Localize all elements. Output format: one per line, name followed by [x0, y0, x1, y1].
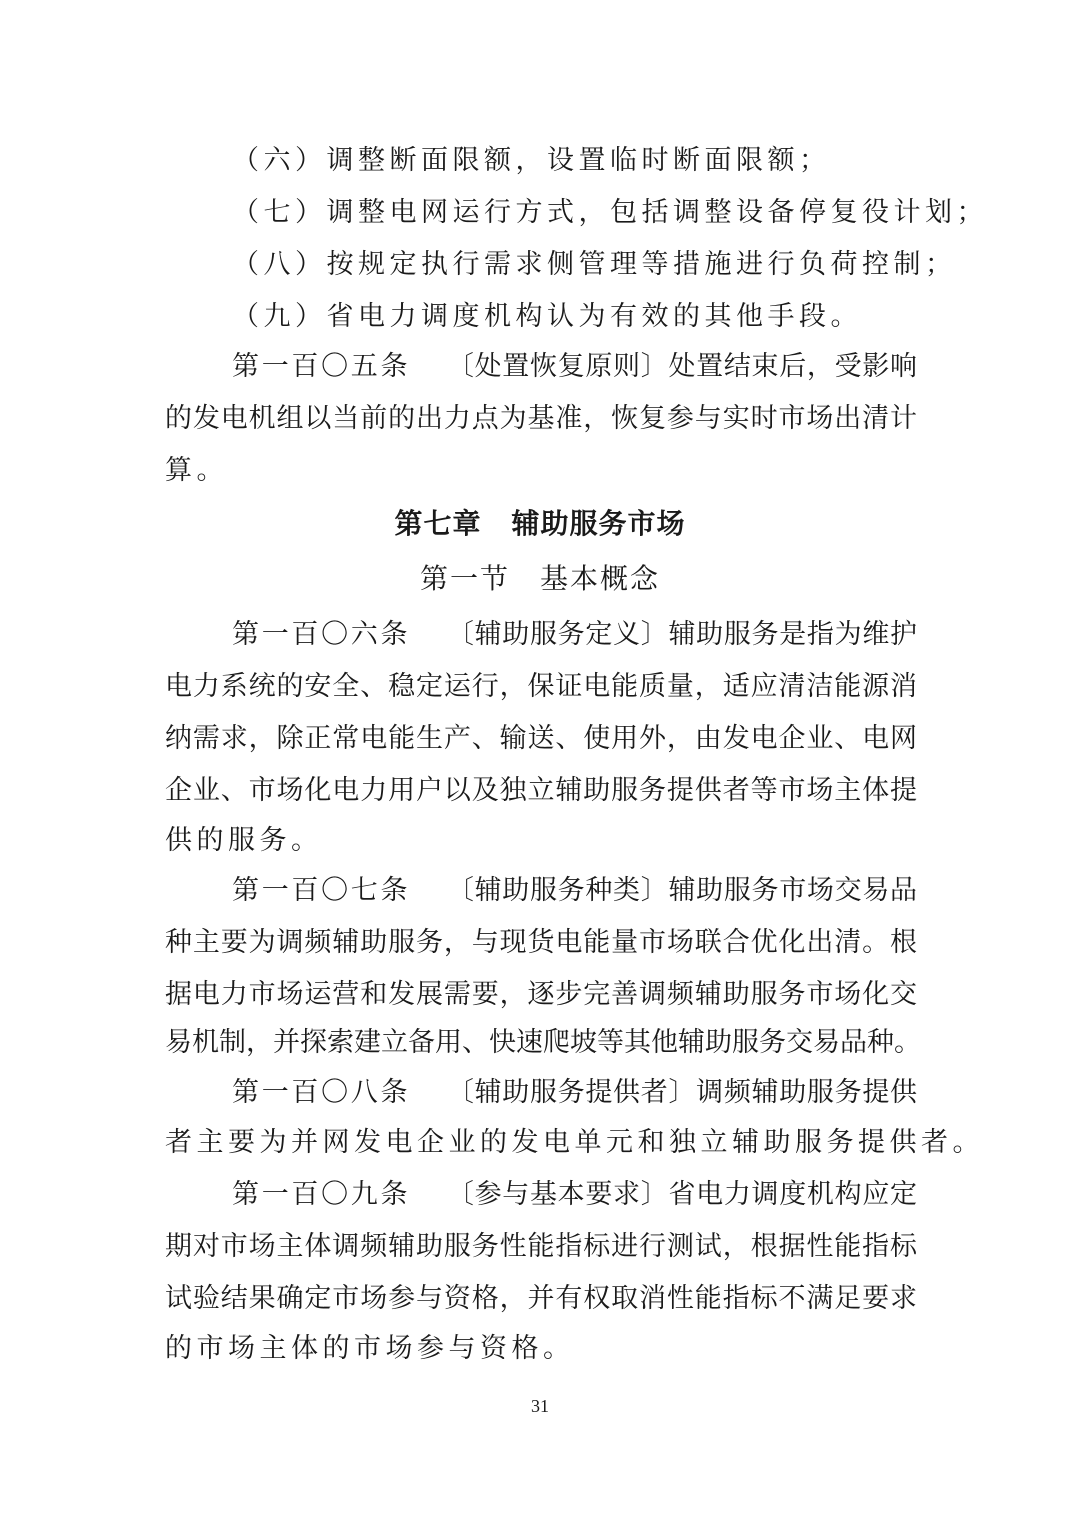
article-107-line: 易机制，并探索建立备用、快速爬坡等其他辅助服务交易品种。 — [165, 1027, 921, 1058]
list-item: （八）按规定执行需求侧管理等措施进行负荷控制； — [232, 249, 957, 280]
article-105-line: 算。 — [165, 455, 228, 486]
article-107-line: 种主要为调频辅助服务，与现货电能量市场联合优化出清。根 — [165, 927, 917, 958]
article-106-line — [232, 609, 917, 661]
section-heading — [0, 553, 1080, 605]
article-107-line: 据电力市场运营和发展需要，逐步完善调频辅助服务市场化交 — [165, 979, 917, 1010]
article-106-line: 电力系统的安全、稳定运行，保证电能质量，适应清洁能源消 — [165, 671, 917, 702]
section-number: 第一节 — [419, 562, 510, 595]
article-108-line — [232, 1067, 917, 1119]
article-107-text: 〔辅助服务种类〕辅助服务市场交易品 — [446, 875, 918, 906]
article-109-text: 〔参与基本要求〕省电力调度机构应定 — [446, 1179, 918, 1210]
article-106-line: 纳需求，除正常电能生产、输送、使用外，由发电企业、电网 — [165, 723, 917, 754]
article-107-number: 第一百〇七条 — [232, 875, 411, 906]
article-106-number: 第一百〇六条 — [232, 619, 411, 650]
chapter-number: 第七章 — [394, 507, 482, 540]
article-107-line — [232, 865, 917, 917]
article-106-line: 企业、市场化电力用户以及独立辅助服务提供者等市场主体提 — [165, 775, 917, 806]
chapter-title: 辅助服务市场 — [511, 507, 686, 540]
article-105-line: 的发电机组以当前的出力点为基准，恢复参与实时市场出清计 — [165, 403, 917, 434]
article-108-number: 第一百〇八条 — [232, 1077, 411, 1108]
list-item: （六）调整断面限额，设置临时断面限额； — [232, 145, 831, 176]
article-105-line — [232, 341, 917, 393]
article-106-line: 供的服务。 — [165, 825, 323, 856]
page-number: 31 — [531, 1396, 549, 1416]
article-108-text: 〔辅助服务提供者〕调频辅助服务提供 — [446, 1077, 918, 1108]
article-108-line: 者主要为并网发电企业的发电单元和独立辅助服务提供者。 — [165, 1127, 984, 1158]
article-109-line: 试验结果确定市场参与资格，并有权取消性能指标不满足要求 — [165, 1283, 917, 1314]
article-109-line: 的市场主体的市场参与资格。 — [165, 1333, 575, 1364]
chapter-heading — [0, 498, 1080, 550]
article-109-number: 第一百〇九条 — [232, 1179, 411, 1210]
article-109-line: 期对市场主体调频辅助服务性能指标进行测试，根据性能指标 — [165, 1231, 917, 1262]
article-105-number: 第一百〇五条 — [232, 351, 411, 382]
article-106-text: 〔辅助服务定义〕辅助服务是指为维护 — [446, 619, 918, 650]
article-105-text: 〔处置恢复原则〕处置结束后，受影响 — [446, 351, 918, 382]
list-item: （九）省电力调度机构认为有效的其他手段。 — [232, 301, 862, 332]
article-109-line — [232, 1169, 917, 1221]
section-title: 基本概念 — [540, 562, 661, 595]
list-item: （七）调整电网运行方式，包括调整设备停复役计划； — [232, 197, 988, 228]
